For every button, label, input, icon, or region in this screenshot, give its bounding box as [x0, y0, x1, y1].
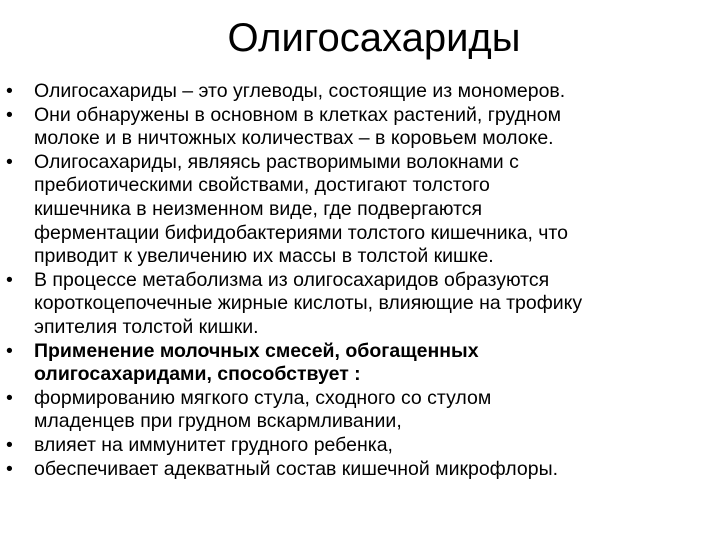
- bullet-dot: •: [6, 339, 13, 362]
- slide-title: Олигосахариды: [227, 16, 521, 60]
- bullet-line: младенцев при грудном вскармливании,: [34, 410, 402, 433]
- bullet-line: Олигосахариды – это углеводы, состоящие из мономеров.: [34, 80, 566, 102]
- bullet-line: короткоцепочечные жирные кислоты, влияющие на трофику: [34, 292, 583, 315]
- bullet-line: эпителия толстой кишки.: [34, 315, 259, 338]
- bullet-line: молоке и в ничтожных количествах – в коровьем молоке.: [34, 127, 554, 150]
- bullet-line: кишечника в неизменном виде, где подвергаются: [34, 197, 483, 220]
- bullet-list: [6, 80, 718, 481]
- bullet-line: приводит к увеличению их массы в толстой кишке.: [34, 245, 494, 268]
- bullet-item: [6, 434, 718, 458]
- bullet-dot: •: [6, 103, 13, 126]
- bullet-item: [6, 80, 718, 104]
- bullet-line: олигосахаридами, способствует :: [34, 363, 361, 386]
- bullet-line: ферментации бифидобактериями толстого кишечника, что: [34, 221, 568, 244]
- bullet-line: Олигосахариды, являясь растворимыми волокнами с: [34, 150, 519, 173]
- bullet-dot: •: [6, 433, 13, 456]
- bullet-dot: •: [6, 386, 13, 409]
- bullet-item: [6, 387, 718, 434]
- bullet-item: [6, 269, 718, 340]
- bullet-dot: •: [6, 80, 13, 102]
- bullet-dot: •: [6, 150, 13, 173]
- bullet-dot: •: [6, 457, 13, 480]
- bullet-line: Они обнаружены в основном в клетках растений, грудном: [34, 103, 561, 126]
- bullet-line: влияет на иммунитет грудного ребенка,: [34, 433, 393, 456]
- bullet-line: пребиотическими свойствами, достигают толстого: [34, 174, 490, 197]
- bullet-item: [6, 458, 718, 482]
- bullet-line: обеспечивает адекватный состав кишечной микрофлоры.: [34, 457, 559, 480]
- bullet-item: [6, 151, 718, 269]
- bullet-line: Применение молочных смесей, обогащенных: [34, 339, 479, 362]
- bullet-item-emphasis: [6, 340, 718, 387]
- bullet-item: [6, 104, 718, 151]
- bullet-dot: •: [6, 268, 13, 291]
- bullet-line: формированию мягкого стула, сходного со стулом: [34, 386, 492, 409]
- bullet-line: В процессе метаболизма из олигосахаридов образуются: [34, 268, 550, 291]
